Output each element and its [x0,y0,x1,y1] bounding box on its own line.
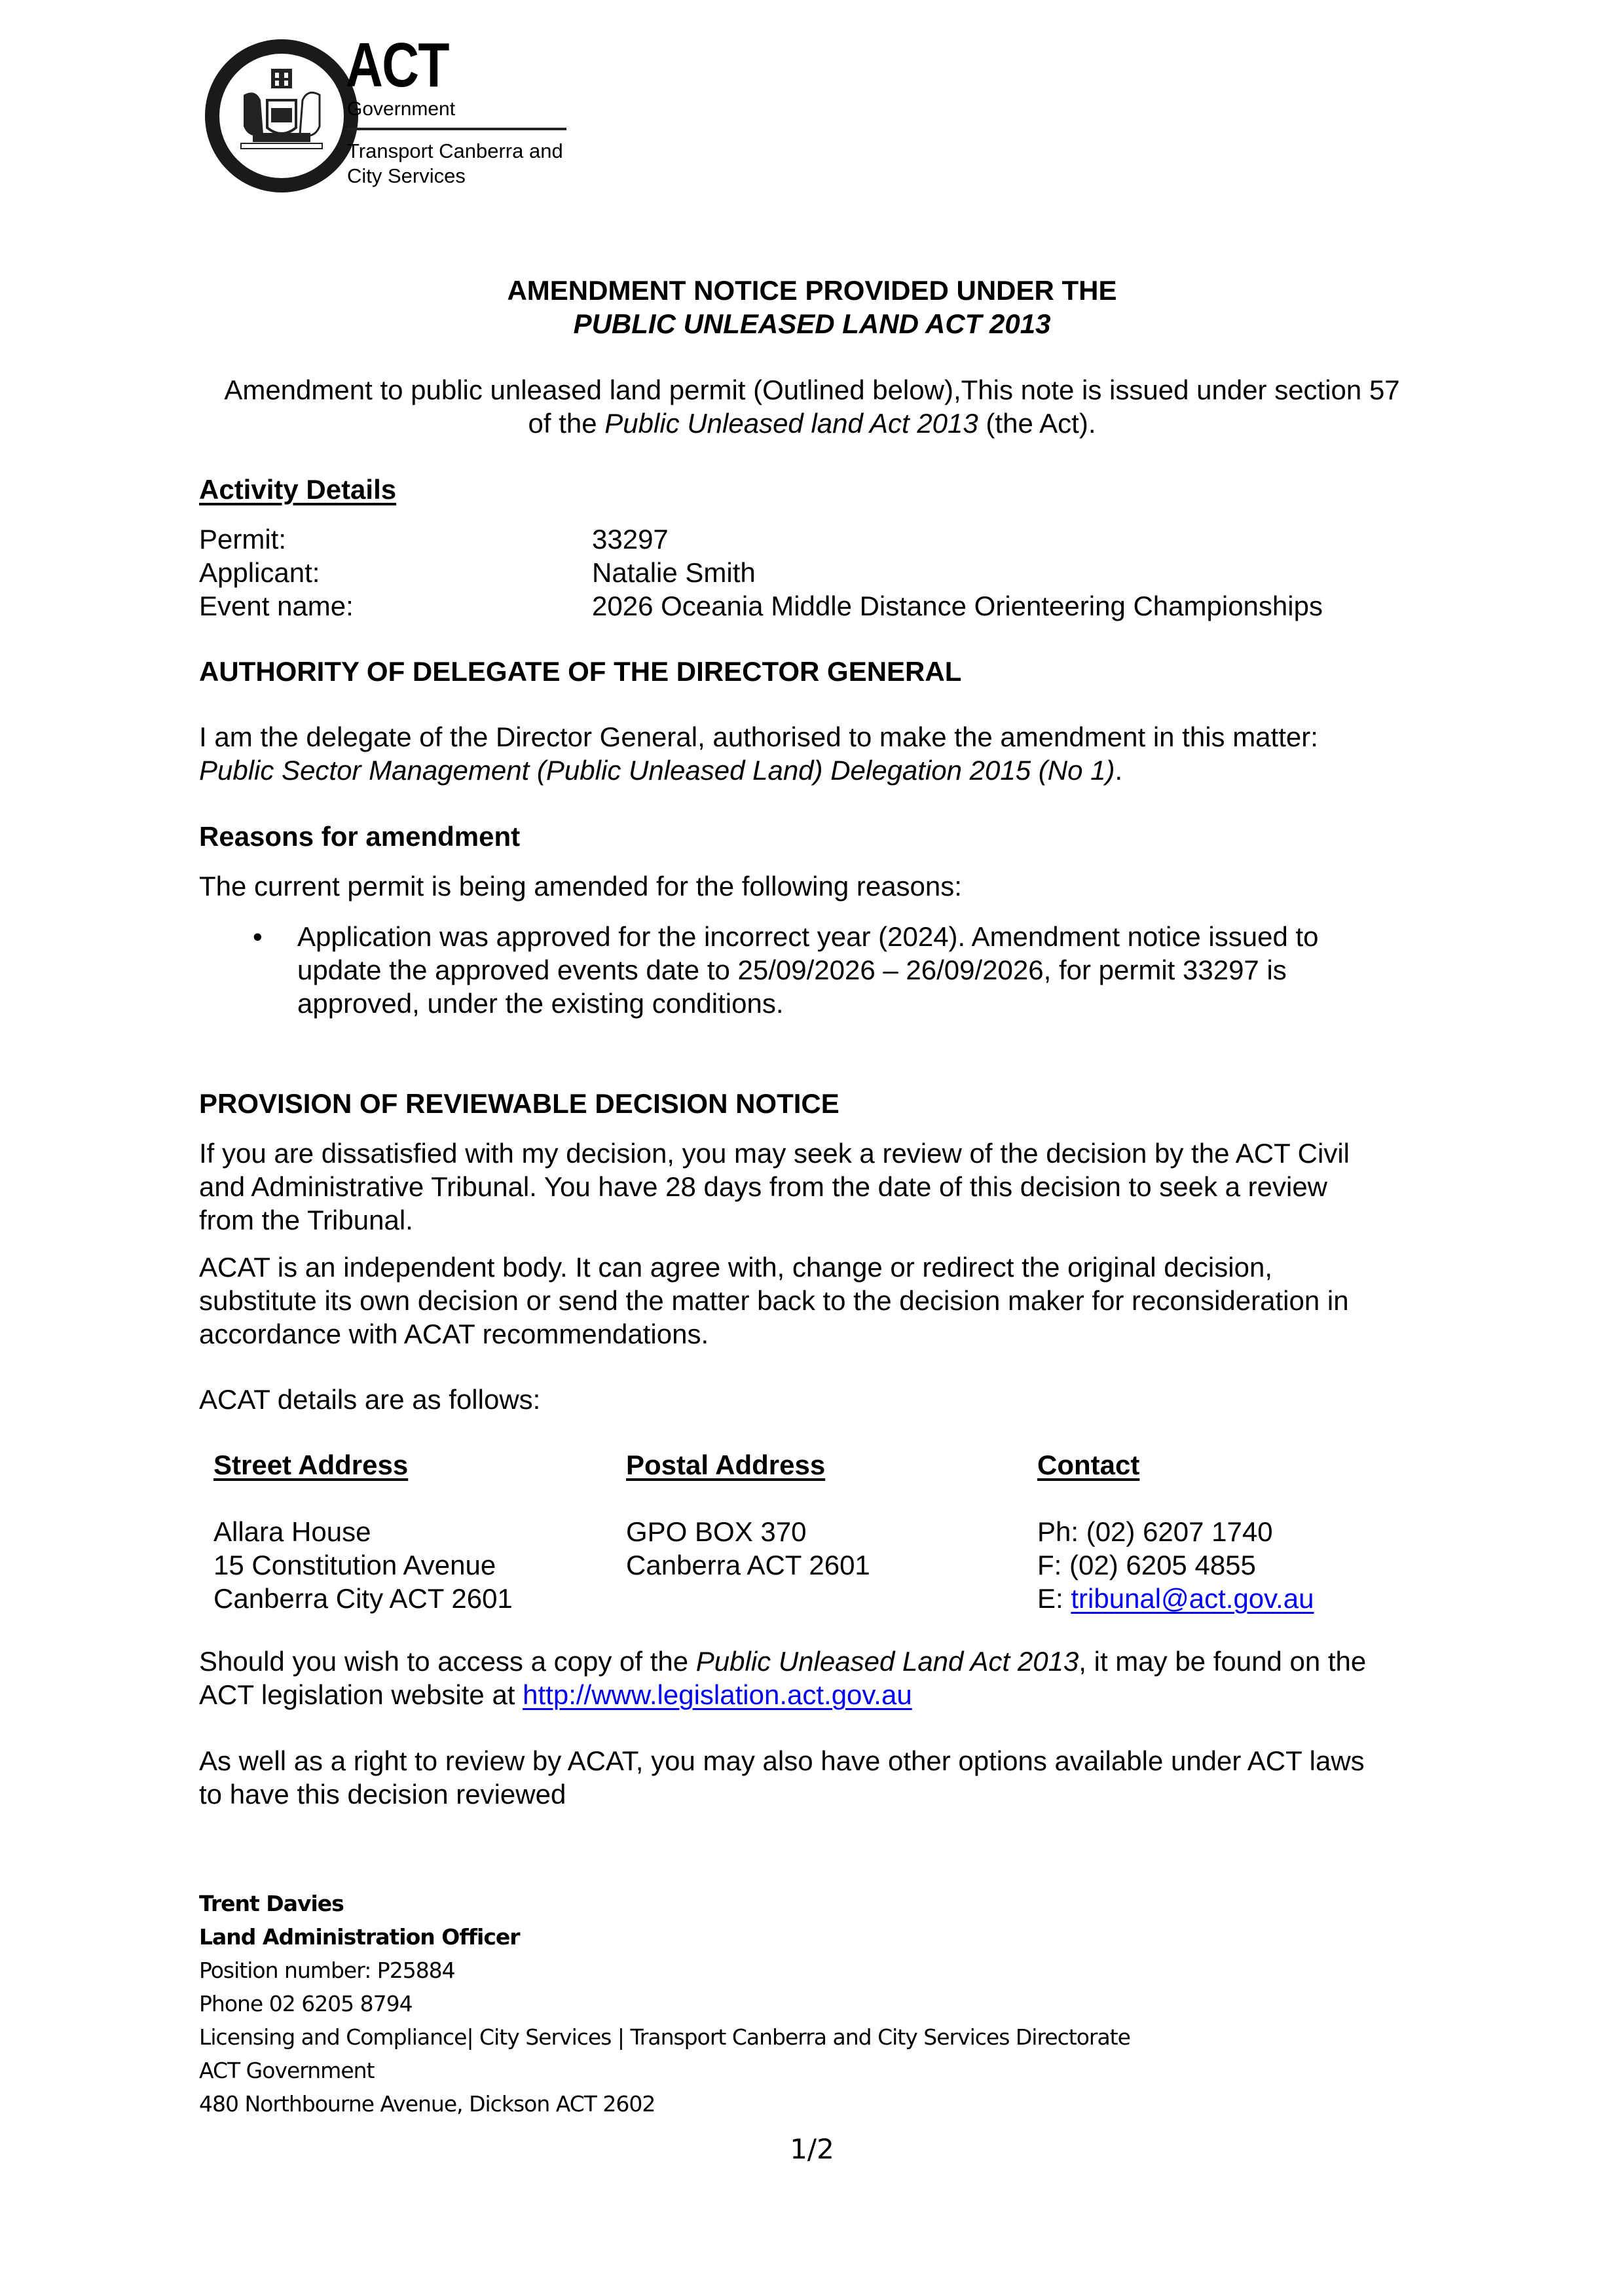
authority-suffix: . [1115,755,1123,786]
reason-item [199,920,1443,1020]
other-options-line: As well as a right to review by ACAT, you may also have other options available under ACT laws [199,1745,1365,1776]
contact-email-line [1037,1582,1450,1615]
contact-phone: Ph: (02) 6207 1740 [1037,1516,1273,1547]
intro-line2 [0,407,1624,440]
review-heading: PROVISION OF REVIEWABLE DECISION NOTICE [199,1088,840,1119]
other-options-paragraph [199,1744,1365,1811]
title-line1: AMENDMENT NOTICE PROVIDED UNDER THE [507,275,1117,306]
intro-prefix: of the [528,408,605,439]
authority-paragraph [199,720,1318,787]
reasons-list [199,920,1443,1020]
logo-department [347,139,563,189]
street-line: Allara House [213,1516,371,1547]
review-line: accordance with ACAT recommendations. [199,1319,709,1349]
signatory-unit: Licensing and Compliance| City Services | Transport Canberra and City Services Directorate [199,2024,1130,2050]
street-address-heading: Street Address [213,1449,409,1480]
activity-value: 33297 [592,524,669,555]
acat-intro: ACAT details are as follows: [199,1384,541,1415]
acat-details [213,1448,1458,1618]
legislation-suffix: , it may be found on the [1079,1646,1367,1677]
activity-label: Applicant: [199,557,320,588]
intro-paragraph [0,373,1624,440]
logo-brand: ACT [346,30,449,100]
postal-line: GPO BOX 370 [626,1516,807,1547]
signature-block [199,1887,1130,2121]
reason-line: • Application was approved for the incorrect year (2024). Amendment notice issued to [297,921,1319,952]
review-line: substitute its own decision or send the matter back to the decision maker for reconsideration in [199,1285,1349,1316]
activity-row-permit [199,522,1323,556]
legislation-website-text: ACT legislation website at [199,1679,523,1710]
page-number: 1/2 [790,2133,834,2165]
activity-row-event-name [199,589,1323,623]
legislation-prefix: Should you wish to access a copy of the [199,1646,696,1677]
reason-line: update the approved events date to 25/09/2026 – 26/09/2026, for permit 33297 is [297,955,1287,985]
activity-value: Natalie Smith [592,557,756,588]
signatory-phone: Phone 02 6205 8794 [199,1991,413,2016]
logo-subtitle: Government [347,98,456,120]
signatory-title: Land Administration Officer [199,1924,520,1950]
signatory-address: 480 Northbourne Avenue, Dickson ACT 2602 [199,2091,655,2117]
contact-fax: F: (02) 6205 4855 [1037,1550,1256,1580]
intro-suffix: (the Act). [978,408,1096,439]
signatory-position: Position number: P25884 [199,1958,455,1983]
activity-label: Event name: [199,591,354,621]
review-line: and Administrative Tribunal. You have 28 days from the date of this decision to seek a review [199,1171,1328,1202]
authority-line1: I am the delegate of the Director General, authorised to make the amendment in this matter: [199,721,1318,752]
legislation-website-link[interactable]: http://www.legislation.act.gov.au [523,1679,912,1710]
postal-address-heading: Postal Address [626,1449,826,1480]
acat-street-address [213,1448,626,1615]
title-line2: PUBLIC UNLEASED LAND ACT 2013 [573,308,1051,339]
street-line: Canberra City ACT 2601 [213,1583,513,1614]
signatory-organisation: ACT Government [199,2058,375,2083]
legislation-line1 [199,1645,1366,1678]
review-line: ACAT is an independent body. It can agree with, change or redirect the original decision, [199,1252,1272,1283]
email-prefix: E: [1037,1583,1071,1614]
act-name: Public Unleased Land Act 2013 [695,1646,1079,1677]
acat-postal-address [626,1448,1039,1582]
street-line: 15 Constitution Avenue [213,1550,496,1580]
logo-divider [347,128,566,130]
postal-line: Canberra ACT 2601 [626,1550,870,1580]
review-line: from the Tribunal. [199,1205,413,1235]
reasons-heading: Reasons for amendment [199,821,521,852]
other-options-line: to have this decision reviewed [199,1779,566,1810]
activity-details-heading: Activity Details [199,474,397,505]
contact-heading: Contact [1037,1449,1140,1480]
legislation-paragraph [199,1645,1366,1711]
signatory-name: Trent Davies [199,1891,344,1916]
act-coat-of-arms-icon [229,62,334,167]
authority-line2 [199,754,1318,787]
activity-details-table [199,522,1323,623]
intro-line1: Amendment to public unleased land permit (Outlined below),This note is issued under section 57 [224,374,1400,405]
reasons-intro: The current permit is being amended for the following reasons: [199,871,962,902]
reason-line: approved, under the existing conditions. [297,988,784,1019]
authority-heading: AUTHORITY OF DELEGATE OF THE DIRECTOR GENERAL [199,656,962,687]
document-title [0,274,1624,340]
acat-contact [1037,1448,1450,1615]
review-paragraph-2 [199,1250,1349,1351]
legislation-line2 [199,1678,1366,1711]
logo-department-line2: City Services [347,164,466,187]
review-line: If you are dissatisfied with my decision, you may seek a review of the decision by the ACT Civil [199,1138,1350,1169]
act-name: Public Unleased land Act 2013 [604,408,978,439]
delegation-name: Public Sector Management (Public Unleased Land) Delegation 2015 (No 1) [199,755,1115,786]
review-paragraph-1 [199,1137,1350,1237]
activity-row-applicant [199,556,1323,589]
activity-label: Permit: [199,524,287,555]
activity-value: 2026 Oceania Middle Distance Orienteering Championships [592,591,1323,621]
logo-department-line1: Transport Canberra and [347,139,563,162]
email-link[interactable]: tribunal@act.gov.au [1071,1583,1314,1614]
